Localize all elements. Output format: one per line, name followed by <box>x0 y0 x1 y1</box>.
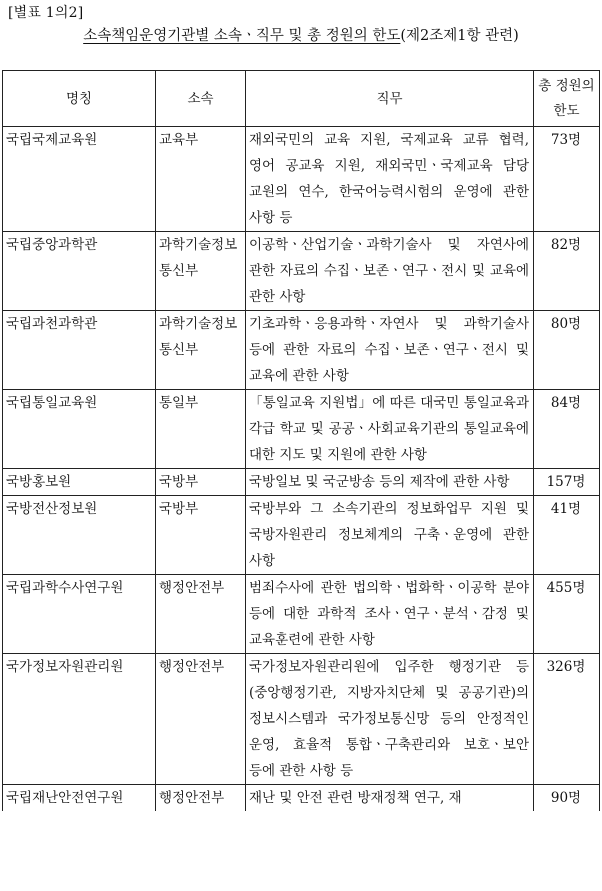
title-main: 소속책임운영기관별 소속ㆍ직무 및 총 정원의 한도 <box>83 28 401 44</box>
cell-org: 교육부 <box>156 127 246 232</box>
cell-quota: 80명 <box>534 311 600 390</box>
table-header-row <box>3 71 600 127</box>
cell-name: 국립중앙과학관 <box>3 232 156 311</box>
cell-duty: 재난 및 안전 관련 방재정책 연구, 재 <box>246 785 534 812</box>
quota-table <box>2 70 600 811</box>
table-row <box>3 575 600 654</box>
table-row <box>3 311 600 390</box>
table-row <box>3 469 600 496</box>
cell-org: 통일부 <box>156 390 246 469</box>
cell-duty: 「통일교육 지원법」에 따른 대국민 통일교육과 각급 학교 및 공공ㆍ사회교육기관의 통일교육에 대한 지도 및 지원에 관한 사항 <box>246 390 534 469</box>
cell-quota: 157명 <box>534 469 600 496</box>
header-duty: 직무 <box>246 71 534 127</box>
cell-name: 국립재난안전연구원 <box>3 785 156 812</box>
cell-quota: 82명 <box>534 232 600 311</box>
header-org: 소속 <box>156 71 246 127</box>
cell-name: 국립통일교육원 <box>3 390 156 469</box>
cell-quota: 90명 <box>534 785 600 812</box>
cell-org: 국방부 <box>156 496 246 575</box>
cell-quota: 455명 <box>534 575 600 654</box>
appendix-label: [별표 1의2] <box>8 5 84 21</box>
cell-org: 과학기술정보통신부 <box>156 232 246 311</box>
cell-name: 국방전산정보원 <box>3 496 156 575</box>
table-row <box>3 127 600 232</box>
cell-duty: 국가정보자원관리원에 입주한 행정기관 등(중앙행정기관, 지방자치단체 및 공공기관)의 정보시스템과 국가정보통신망 등의 안정적인 운영, 효율적 통합ㆍ구축관리와 보호ㆍ보안 등에 관한 사항 등 <box>246 654 534 785</box>
document-title <box>0 24 602 45</box>
cell-org: 행정안전부 <box>156 654 246 785</box>
cell-duty: 이공학ㆍ산업기술ㆍ과학기술사 및 자연사에 관한 자료의 수집ㆍ보존ㆍ연구ㆍ전시 및 교육에 관한 사항 <box>246 232 534 311</box>
table-row <box>3 654 600 785</box>
table-row <box>3 496 600 575</box>
cell-name: 국립과천과학관 <box>3 311 156 390</box>
cell-org: 행정안전부 <box>156 575 246 654</box>
header-name: 명칭 <box>3 71 156 127</box>
cell-org: 과학기술정보통신부 <box>156 311 246 390</box>
cell-duty: 재외국민의 교육 지원, 국제교육 교류 협력, 영어 공교육 지원, 재외국민ㆍ국제교육 담당 교원의 연수, 한국어능력시험의 운영에 관한 사항 등 <box>246 127 534 232</box>
cell-name: 국방홍보원 <box>3 469 156 496</box>
cell-quota: 326명 <box>534 654 600 785</box>
cell-quota: 84명 <box>534 390 600 469</box>
cell-quota: 41명 <box>534 496 600 575</box>
cell-quota: 73명 <box>534 127 600 232</box>
cell-duty: 기초과학ㆍ응용과학ㆍ자연사 및 과학기술사 등에 관한 자료의 수집ㆍ보존ㆍ연구ㆍ전시 및 교육에 관한 사항 <box>246 311 534 390</box>
table-row <box>3 390 600 469</box>
table-row <box>3 232 600 311</box>
cell-duty: 범죄수사에 관한 법의학ㆍ법화학ㆍ이공학 분야 등에 대한 과학적 조사ㆍ연구ㆍ분석ㆍ감정 및 교육훈련에 관한 사항 <box>246 575 534 654</box>
title-suffix: (제2조제1항 관련) <box>400 28 519 44</box>
cell-duty: 국방일보 및 국군방송 등의 제작에 관한 사항 <box>246 469 534 496</box>
cell-name: 국립과학수사연구원 <box>3 575 156 654</box>
table-row <box>3 785 600 812</box>
cell-name: 국립국제교육원 <box>3 127 156 232</box>
cell-org: 국방부 <box>156 469 246 496</box>
cell-org: 행정안전부 <box>156 785 246 812</box>
header-quota: 총 정원의 한도 <box>534 71 600 127</box>
cell-name: 국가정보자원관리원 <box>3 654 156 785</box>
cell-duty: 국방부와 그 소속기관의 정보화업무 지원 및 국방자원관리 정보체계의 구축ㆍ운영에 관한 사항 <box>246 496 534 575</box>
